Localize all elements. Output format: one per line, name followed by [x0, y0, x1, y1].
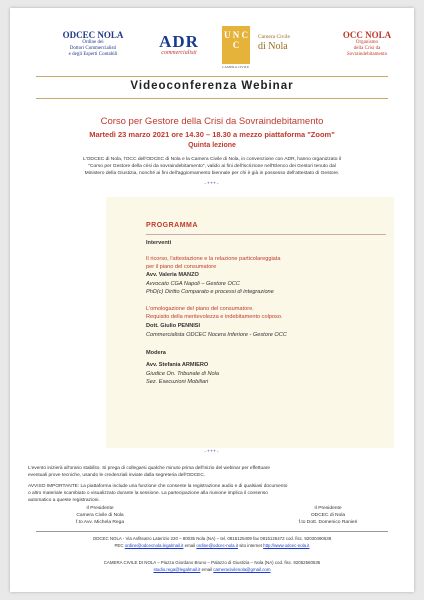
adr-logo	[150, 34, 208, 56]
odcec-logo-sub: Ordine dei	[82, 40, 104, 45]
signature-name: f.to Dott. Domenico Ranieri	[298, 520, 358, 525]
adr-logo-mark: ADR	[159, 32, 199, 51]
event-notes	[28, 465, 394, 504]
program-box	[106, 197, 394, 448]
signature-title: Il Presidente	[86, 506, 114, 511]
cc-email-link[interactable]: cameracivilenola@gmail.com	[213, 567, 271, 572]
odcec-address-line: ODCEC NOLA - Via Anfiteatro Laterizio 220 – 80035 Nola (NA) – tel. 0815125409 fax 0815126472 cod. fisc. 92030490638	[92, 536, 332, 541]
uncc-logo-caption: CAMERA CIVILE	[222, 65, 250, 69]
interventi-heading: Interventi	[146, 240, 172, 246]
occ-logo-name: OCC NOLA	[342, 30, 392, 40]
adr-logo-sub: commercialisti	[161, 50, 197, 56]
occ-logo	[328, 30, 406, 58]
intro-line: L'ODCEC di Nola, l'OCC dell'ODCEC di Nola e la Camera Civile di Nola, in convenzione con ADR, hanno organizzato il	[82, 157, 342, 162]
note-line: eventuali prove tecniche, usando le credenziali inviate dalla segreteria dell'ODCEC.	[28, 473, 206, 478]
signature-name: f.to Avv. Michela Rega	[75, 520, 125, 525]
note-line: automatico a queste registrazioni.	[28, 498, 100, 503]
course-title: Corso per Gestore della Crisi da Sovraindebitamento	[100, 116, 324, 127]
moderator-heading: Modera	[146, 350, 166, 356]
pec-label: PEC	[114, 543, 124, 548]
pec-link[interactable]: ordine@odcecnola.legalmail.it	[124, 543, 184, 548]
divider	[36, 76, 388, 77]
camera-civile-contacts	[10, 566, 414, 573]
cc-pec-link[interactable]: studio.rega@legalmail.it	[153, 567, 201, 572]
occ-logo-sub: della Crisi da	[353, 46, 381, 51]
program-title: PROGRAMMA	[146, 222, 198, 229]
occ-logo-sub: Sovraindebitamento	[346, 52, 388, 57]
camera-civile-address	[10, 559, 414, 573]
speaker-2-name: Dott. Giulio PENNISI	[146, 323, 201, 329]
signature-right	[258, 505, 398, 526]
odcec-address	[10, 535, 414, 549]
speaker-2-role: Commercialista ODCEC Nocera Inferiore - Gestore OCC	[146, 332, 287, 338]
email-label: email	[184, 543, 196, 548]
separator-dots: -•••-	[204, 449, 220, 455]
intro-line: "Corso per Gestore della crisi da sovraindebitamento", valido ai fini dell'iscrizione nell'Elenco dei Gestori tenuto dal	[88, 164, 336, 170]
topic-2-line: Requisito della meritevolezza e indebitamento colposo.	[146, 314, 283, 320]
camera-civile-label: Camera Civile	[258, 34, 290, 40]
moderator-role: Sez. Esecuzioni Mobiliari	[146, 379, 209, 385]
odcec-logo-sub: e degli Esperti Contabili	[68, 52, 118, 57]
uncc-logo-mark: U N C C	[222, 26, 250, 64]
speaker-1-role: PhD(c) Diritto Comparato e processi di integrazione	[146, 289, 274, 295]
signature-left	[30, 505, 170, 526]
site-link[interactable]: http://www.odcec-nola.it	[263, 543, 310, 548]
note-line: o altro materiale scambiato o visualizzato durante la sessione. La partecipazione alla riunione implica il consenso	[28, 491, 268, 496]
odcec-logo	[50, 30, 136, 58]
topic-1-line: per il piano del consumatore	[146, 264, 217, 270]
intro-line: Ministero della Giustizia, nonché ai fini dell'aggiornamento biennale per chi è già in possesso dell'attestato di Gestore.	[84, 171, 340, 177]
course-date: Martedì 23 marzo 2021 ore 14.30 – 18.30 a mezzo piattaforma "Zoom"	[89, 130, 335, 139]
site-label: sito internet	[239, 543, 262, 548]
note-line: L'evento inizierà all'orario stabilito. Si prega di collegarsi qualche minuto prima dell'inizio del webinar per effettuare	[28, 466, 271, 471]
program-divider	[146, 234, 386, 235]
topic-2-line: L'omologazione del piano del consumatore.	[146, 306, 254, 312]
moderator-role: Giudice On. Tribunale di Nola	[146, 371, 219, 377]
camera-civile-address-line: CAMERA CIVILE DI NOLA – Piazza Giordano Bruno – Palazzo di Giustizia – Nola (NA) cod. fisc. 92052560635	[103, 560, 321, 565]
camera-civile-logo	[222, 26, 318, 70]
divider	[36, 98, 388, 99]
signature-org: ODCEC di Nola	[310, 513, 346, 518]
intro-paragraph	[44, 156, 380, 178]
email-link[interactable]: ordine@odcec-nola.it	[196, 543, 238, 548]
speaker-1-name: Avv. Valeria MANZO	[146, 272, 199, 278]
odcec-logo-sub: Dottori Commercialisti	[69, 46, 117, 51]
webinar-title: Videoconferenza Webinar	[130, 80, 294, 92]
flyer-page	[10, 8, 414, 592]
odcec-contacts	[10, 542, 414, 549]
odcec-logo-name: ODCEC NOLA	[62, 30, 124, 40]
lesson-number: Quinta lezione	[188, 142, 236, 149]
note-line: AVVISO IMPORTANTE: La piattaforma include una funzione che consente la registrazione audio e di qualsiasi documento	[28, 484, 288, 489]
moderator-name: Avv. Stefania ARMIERO	[146, 362, 209, 368]
signature-org: Camera Civile di Nola	[76, 513, 124, 518]
cc-email-label: email	[201, 567, 213, 572]
camera-civile-city: di Nola	[258, 41, 288, 52]
logo-bar	[10, 22, 414, 72]
footer-divider	[36, 531, 388, 532]
signature-title: Il Presidente	[314, 506, 342, 511]
speaker-1-role: Avvocato CGA Napoli – Gestore OCC	[146, 281, 240, 287]
separator-dots: -•••-	[204, 181, 220, 187]
occ-logo-sub: Organismo	[355, 40, 379, 45]
topic-1-line: Il ricorso, l'attestazione e la relazione particolareggiata	[146, 256, 281, 262]
